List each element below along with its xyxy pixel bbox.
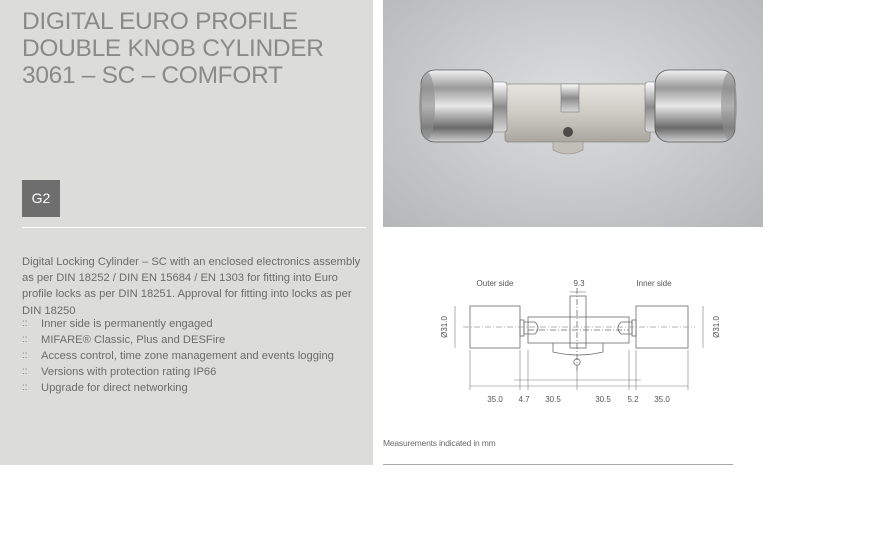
dimension-label: 30.5 [595, 395, 611, 404]
feature-list [22, 316, 367, 396]
caption-divider [383, 464, 733, 465]
dimension-label: 35.0 [487, 395, 503, 404]
bullet-icon: :: [22, 350, 28, 361]
inner-side-label: Inner side [636, 279, 672, 288]
section-divider [22, 227, 366, 228]
bullet-icon: :: [22, 382, 28, 393]
bullet-icon: :: [22, 318, 28, 329]
feature-item [22, 316, 367, 332]
diameter-right-label: Ø31.0 [712, 316, 721, 338]
title-line-2: DOUBLE KNOB CYLINDER [22, 35, 324, 62]
dimension-label: 5.2 [627, 395, 639, 404]
category-badge: G2 [22, 180, 60, 217]
feature-text: Inner side is permanently engaged [41, 318, 213, 330]
dimension-drawing [383, 262, 763, 422]
title-line-3: 3061 – SC – COMFORT [22, 62, 283, 89]
bullet-icon: :: [22, 366, 28, 377]
product-description: Digital Locking Cylinder – SC with an enclosed electronics assembly as per DIN 18252 / DIN EN 15684 / EN 1303 for fitting into Euro profile locks as per DIN 18251. Approval for fitting into locks as per DIN 18250 [22, 256, 361, 317]
product-photo [383, 0, 763, 227]
feature-item [22, 332, 367, 348]
dimension-label: 35.0 [654, 395, 670, 404]
diameter-left-label: Ø31.0 [440, 316, 449, 338]
feature-text: MIFARE® Classic, Plus and DESFire [41, 334, 226, 346]
dimension-label: 4.7 [518, 395, 530, 404]
feature-item [22, 364, 367, 380]
feature-item [22, 380, 367, 396]
dimension-label: 30.5 [545, 395, 561, 404]
cylinder-photo-illustration [383, 0, 763, 227]
measurement-caption: Measurements indicated in mm [383, 438, 496, 448]
product-title [22, 8, 367, 89]
title-line-1: DIGITAL EURO PROFILE [22, 8, 298, 35]
feature-text: Upgrade for direct networking [41, 382, 188, 394]
feature-item [22, 348, 367, 364]
feature-text: Access control, time zone management and events logging [41, 350, 334, 362]
feature-text: Versions with protection rating IP66 [41, 366, 217, 378]
technical-drawing [383, 262, 763, 422]
center-dimension-label: 9.3 [573, 279, 585, 288]
bullet-icon: :: [22, 334, 28, 345]
product-info-panel [0, 0, 373, 465]
outer-side-label: Outer side [476, 279, 514, 288]
